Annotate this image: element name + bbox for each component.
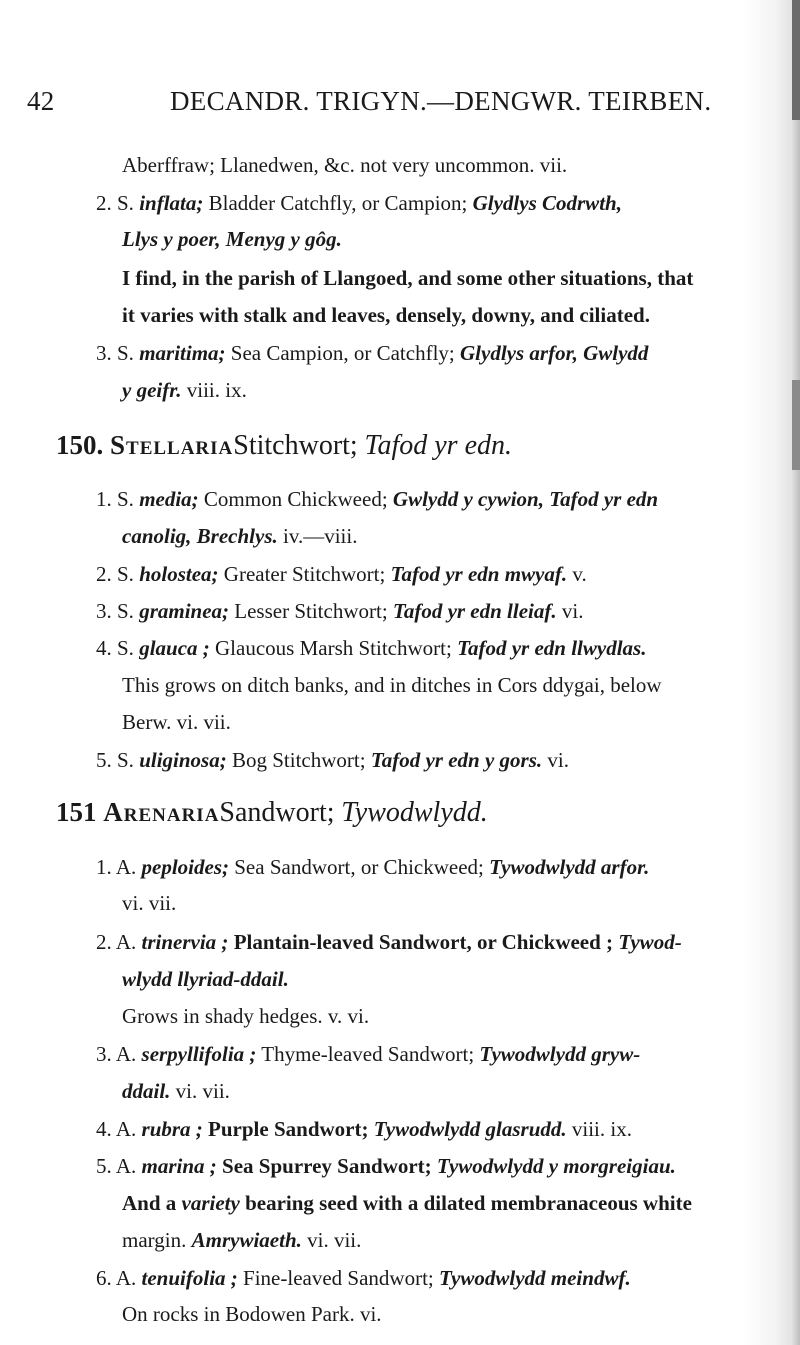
genus-welsh-name: Tafod yr edn. [364,430,513,461]
text-line [122,378,247,403]
entry-number: 1. [96,855,112,879]
genus-number: 150. [56,430,104,460]
page-edge [790,0,800,1345]
species-name: trinervia ; [141,930,229,954]
text-line [122,1302,382,1327]
genus-name: Stellaria [110,430,234,460]
genus-abbrev: S. [117,487,134,511]
species-entry [96,562,587,587]
species-name: media; [139,487,199,511]
species-entry [96,341,648,366]
flowering-months: vi. [547,748,569,772]
genus-abbrev: S. [117,636,134,660]
flowering-months: viii. ix. [186,378,247,402]
entry-note: On rocks in Bodowen Park. vi. [122,1302,382,1326]
genus-abbrev: A. [115,1042,137,1066]
entry-number: 3. [96,341,112,365]
text-line [122,710,231,735]
entry-number: 6. [96,1266,112,1290]
genus-number: 151 [56,797,97,827]
english-name: Purple Sandwort; [208,1117,369,1141]
genus-abbrev: S. [117,599,134,623]
text-line [122,227,342,252]
entry-number: 2. [96,930,112,954]
species-name: rubra ; [141,1117,203,1141]
genus-abbrev: A. [115,1154,137,1178]
text-line [122,524,357,549]
running-title: DECANDR. TRIGYN.—DENGWR. TEIRBEN. [170,86,712,116]
entry-note: margin. [122,1228,187,1252]
genus-heading [56,797,488,829]
welsh-name: Tywod- [618,930,682,954]
welsh-name: Tywodwlydd meindwf. [438,1266,631,1290]
text-line [122,1228,361,1253]
english-name: Glaucous Marsh Stitchwort; [215,636,452,660]
species-name: peploides; [141,855,229,879]
entry-note: it varies with stalk and leaves, densely, downy, and ciliated. [122,303,650,327]
text-line [122,1191,692,1216]
species-entry [96,191,622,216]
genus-abbrev: S. [117,341,134,365]
welsh-name: Amrywiaeth. [191,1228,302,1252]
genus-abbrev: A. [115,1117,137,1141]
english-name: Common Chickweed; [203,487,388,511]
text-line [122,1079,230,1104]
english-name: Lesser Stitchwort; [234,599,388,623]
species-name: serpyllifolia ; [141,1042,257,1066]
page-header [0,86,800,120]
flowering-months: iv.—viii. [283,524,358,548]
species-entry [96,855,649,880]
genus-abbrev: S. [117,748,134,772]
species-entry [96,599,583,624]
genus-abbrev: A. [115,930,137,954]
english-name: Greater Stitchwort; [223,562,386,586]
flowering-months: v. [572,562,587,586]
entry-note: And a [122,1191,177,1215]
text-line [122,673,662,698]
entry-number: 4. [96,636,112,660]
welsh-name: Tafod yr edn y gors. [370,748,543,772]
species-name: uliginosa; [139,748,227,772]
welsh-name: Tafod yr edn lleiaf. [392,599,557,623]
welsh-name: Glydlys arfor, Gwlydd [460,341,649,365]
species-entry [96,748,569,773]
welsh-name: Glydlys Codrwth, [472,191,622,215]
species-entry [96,1042,640,1067]
species-name: inflata; [139,191,204,215]
english-name: Thyme-leaved Sandwort; [261,1042,475,1066]
text-line [122,967,289,992]
english-name: Bog Stitchwort; [231,748,366,772]
species-entry [96,1117,632,1142]
welsh-name: Tywodwlydd glasrudd. [373,1117,567,1141]
entry-note-emphasis: variety [181,1191,240,1215]
genus-english-name: Stitchwort; [233,430,358,461]
text-line [122,1004,369,1029]
english-name: Sea Campion, or Catchfly; [230,341,455,365]
species-entry [96,636,646,661]
flowering-months: vi. vii. [122,891,177,915]
flowering-months: vi. [561,599,584,623]
genus-abbrev: A. [115,1266,137,1290]
species-entry [96,930,682,955]
species-name: glauca ; [139,636,210,660]
welsh-name: y geifr. [122,378,182,402]
text-line [122,153,567,178]
flowering-months: vi. vii. [307,1228,362,1252]
entry-number: 1. [96,487,112,511]
page-number: 42 [27,86,55,116]
welsh-name: Tafod yr edn mwyaf. [390,562,568,586]
welsh-name: Llys y poer, Menyg y gôg. [122,227,342,251]
welsh-name: Tafod yr edn llwydlas. [457,636,647,660]
entry-note: bearing seed with a dilated membranaceous white [245,1191,692,1215]
text-line [122,303,650,328]
genus-heading [56,430,512,462]
entry-number: 2. [96,191,112,215]
entry-number: 5. [96,1154,112,1178]
genus-abbrev: S. [117,191,134,215]
entry-number: 3. [96,1042,112,1066]
entry-note: Grows in shady hedges. v. vi. [122,1004,370,1028]
species-entry [96,487,658,512]
english-name: Sea Spurrey Sandwort; [222,1154,432,1178]
genus-english-name: Sandwort; [219,797,335,828]
entry-number: 3. [96,599,112,623]
entry-note: I find, in the parish of Llangoed, and some other situations, that [122,266,694,290]
flowering-months: viii. ix. [571,1117,632,1141]
species-name: tenuifolia ; [141,1266,238,1290]
welsh-name: ddail. [122,1079,171,1103]
text-line [122,891,176,916]
genus-abbrev: A. [115,855,137,879]
species-name: maritima; [139,341,226,365]
entry-number: 4. [96,1117,112,1141]
entry-note: This grows on ditch banks, and in ditches in Cors ddygai, below [122,673,662,697]
english-name: Sea Sandwort, or Chickweed; [234,855,484,879]
entry-note: Aberffraw; Llanedwen, &c. not very uncommon. vii. [122,153,568,177]
entry-number: 5. [96,748,112,772]
genus-welsh-name: Tywodwlydd. [341,797,488,828]
welsh-name: Tywodwlydd arfor. [489,855,650,879]
welsh-name: wlydd llyriad-ddail. [122,967,289,991]
welsh-name: Tywodwlydd y morgreigiau. [436,1154,676,1178]
welsh-name: Tywodwlydd gryw- [479,1042,641,1066]
entry-note: Berw. vi. vii. [122,710,231,734]
page-edge-shadow [792,380,800,470]
english-name: Fine-leaved Sandwort; [243,1266,434,1290]
english-name: Bladder Catchfly, or Campion; [208,191,468,215]
flowering-months: vi. vii. [175,1079,230,1103]
species-entry [96,1154,676,1179]
genus-name: Arenaria [103,797,220,827]
species-name: graminea; [139,599,230,623]
entry-number: 2. [96,562,112,586]
english-name: Plantain-leaved Sandwort, or Chickweed ; [233,930,614,954]
text-line [122,266,693,291]
genus-abbrev: S. [117,562,134,586]
species-name: marina ; [141,1154,217,1178]
species-entry [96,1266,631,1291]
species-name: holostea; [139,562,219,586]
welsh-name: Gwlydd y cywion, Tafod yr edn [392,487,659,511]
welsh-name: canolig, Brechlys. [122,524,278,548]
